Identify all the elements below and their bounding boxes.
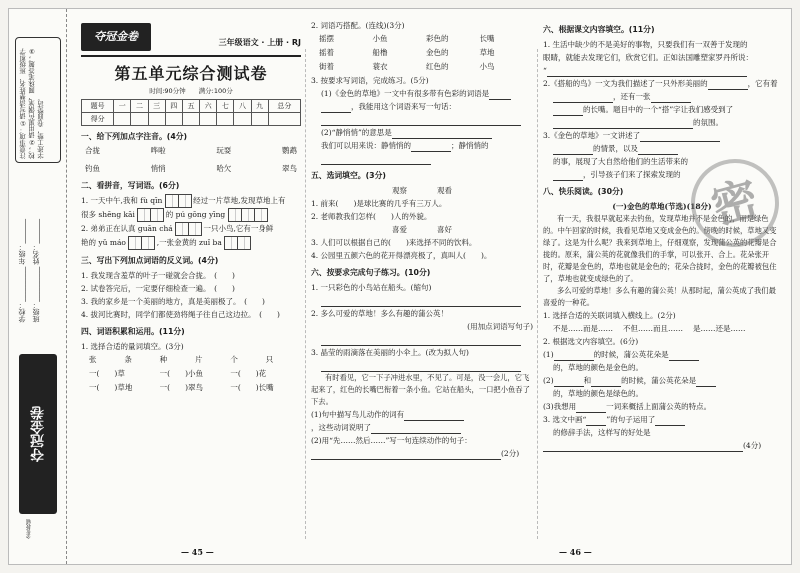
answer-line [311,294,533,307]
confidential-stamp: 密 [681,149,789,257]
antonym-item: 2. 试卷答完后，一定要仔细检查一遍。 ( ) [81,284,235,293]
match-word[interactable]: 蓑衣 [372,62,388,71]
score-header-cell: 四 [165,100,182,113]
school-label: 学校： [18,301,26,323]
column-left: 夺冠金卷 三年级语文 · 上册 · RJ 第五单元综合测试卷 时间:90分钟 满分:100分 题号 一 二 三 四 五 六 七 八 九 总分 得分 一、给下列加点字注音。(4分) 合拢 哗啦 玩耍 鹦鹉 钓鱼 悄悄 哈欠 翠鸟 二、看拼音，写词语。(6分) 1. 一天中午,我和 fù qīn 经过一片草地,发现草地上有 很多 shēng kāi 的 pú gōng yīng 2. 弟弟正在认真 guān chá 一只小鸟,它有一身鲜 艳的 yǔ máo ,一张金黄的 zuǐ ba 三、写出下列加点词语的反义词。(4分) 1. 我发现含羞草的叶子一碰就会合拢。 ( ) 2. 试卷答完后，一定要仔细检查一遍。 ( ) 3. 我的家乡是一个美丽的地方，真是美丽极了。 ( ) 4. 拔河比赛时，同学们都使劲将绳子往自己这边拉。 ( ) 四、词语积累和运用。(11分) 1. 选择合适的量词填空。(3分) 张 条 种 片 个 只 一( )草 一( )小鱼 一( )花 一( )草地 一( )翠鸟 一( )长嘴 — 45 — [81,19,301,395]
question-line: ，引导孩子们来了探索发现的 [543,168,781,181]
page-header [81,19,301,57]
exam-meta: 时间:90分钟 满分:100分 [149,87,233,95]
word-bank-item: 条 [124,355,132,364]
fill-item: 一( )草地 [89,383,133,392]
notice-box: 注意事项：①请写清楚姓名、班级和学校；②请用黑色钢笔、圆珠笔答题；③字迹工整，卷面整洁。 [15,37,61,163]
column-divider [537,49,538,539]
pinyin-row [81,145,301,157]
fill-item: 一( )长嘴 [230,383,274,392]
pinyin-word: 翠鸟 [281,164,297,173]
question-line: 我们可以用来说：静悄悄的 ；静悄悄的 [321,141,489,150]
question-line: 2. 多么可爱的草地！多么有趣的蒲公英！ [311,309,449,318]
fill-row [81,381,301,395]
word-bank-item: 种 [159,355,168,364]
word-bank-item: 只 [265,355,274,364]
fill-item: 一( )小鱼 [159,369,204,378]
question-line: 的修辞手法，这样写的好处是 [553,428,651,437]
question-line: 很多 shēng kāi 的 pú gōng yīng [81,208,301,222]
question-line: 眼睛，就能去发现它们，欣赏它们。正如法国雕塑家罗丹所说： [543,53,753,62]
connective-option: 不是……而是…… [553,324,613,333]
question-line: 的事，展现了大自然给他们的生活带来的 [553,157,688,166]
pinyin-word: 钓鱼 [85,164,100,173]
column-divider [305,49,306,539]
matching-grid [311,32,533,74]
name-label: 姓名： [32,243,40,265]
question-line: 的氛围。 [543,116,781,129]
section-heading: 三、写出下列加点词语的反义词。(4分) [81,256,219,265]
match-word[interactable]: 摇摆 [319,34,334,43]
question-line: 2.《搭船的鸟》一文为我们描述了一只外形美丽的 ，它有着 [543,79,778,88]
question-line: 3. 人们可以根据自己的( )来选择不同的饮料。 [311,238,477,247]
word-bank [81,353,301,367]
pinyin-word: 悄悄 [150,164,166,173]
score-cell[interactable] [131,113,148,126]
question-line: 1. 生活中缺少的不是美好的事物，只要我们有一双善于发现的 [543,40,748,49]
match-word[interactable]: 彩色的 [426,34,449,43]
pinyin-row [81,163,301,175]
score-cell[interactable] [217,113,234,126]
publisher-seal: 金优教辅 [26,519,32,539]
reading-title: (一)金色的草地(节选)(18分) [612,202,712,211]
word-bank-item: 个 [230,355,238,364]
question-line: 2. 根据选文内容填空。(6分) [543,337,639,346]
pinyin-word: 玩耍 [216,146,232,155]
answer-line: (4分) [543,439,781,452]
score-cell[interactable] [165,113,182,126]
class-label: 班级： [32,301,40,323]
match-word[interactable]: 小鱼 [372,34,388,43]
score-cell[interactable] [234,113,251,126]
question-line: 3. 选文中画“ ”的句子运用了 [543,413,781,426]
column-right: 六、根据课文内容填空。(11分) 1. 生活中缺少的不是美好的事物，只要我们有一双善于发现的 眼睛，就能去发现它们，欣赏它们。正如法国雕塑家罗丹所说： “ 2.《搭船的鸟》一文为我们描述了一只外形美丽的 ，它有着 ，还有一张 的长嘴。题目中的一个“搭”字让我们感受到了 的氛围。 3.《金色的草地》一文讲述了 的情景，以及 的事，展现了大自然给他们的生活带来的 ，引导孩子们来了探索发现的 八、快乐阅读。(30分) (一)金色的草地(节选)(18分) 有一天，我很早就起来去钓鱼，发现草地并不是金色的，而是绿色的。中午回家的时候，我看见草地又变成金色的。傍晚的时候，草地又变绿了。这是为什么呢？我来到草地上，仔细观察，发现蒲公英的花瓣是合拢的。原来，蒲公英的花就像我们的手掌，可以张开、合上。花朵张开时，花瓣是金色的，草地也就是金色的；花朵合拢时，金色的花瓣被包住了，草地也就变成绿色的了。 多么可爱的草地！多么有趣的蒲公英！从那时起，蒲公英成了我们最喜爱的一种花。 1. 选择合适的关联词填入横线上。(2分) 不是……而是…… 不但……而且…… 是……还是…… 2. 根据选文内容填空。(6分) (1) 的时候，蒲公英花朵是 的，草地的颜色是金色的。 (2) 和 的时候，蒲公英花朵是 的，草地的颜色是绿色的。 (3)我想用 一词来概括上面蒲公英的特点。 3. 选文中画“ ”的句子运用了 的修辞手法，这样写的好处是 (4分) — 46 — [543,19,781,452]
question-line: (2) 和 的时候，蒲公英花朵是 [543,374,781,387]
student-info-fields: 学校：__________ 年级：_______ 班级：__________ 姓名：_______ [18,219,40,323]
question-line: 1. 选择合适的量词填空。(3分) [81,342,184,351]
reading-passage: 多么可爱的草地！多么有趣的蒲公英！从那时起，蒲公英成了我们最喜爱的一种花。 [543,286,776,307]
question-line: 2. 弟弟正在认真 guān chá 一只小鸟,它有一身鲜 [81,222,301,236]
match-word[interactable]: 红色的 [426,62,449,71]
score-table [81,99,301,126]
score-cell[interactable] [268,113,300,126]
question-line: 的长嘴。题目中的一个“搭”字让我们感受到了 [543,103,781,116]
question-line: 1. 选择合适的关联词填入横线上。(2分) [543,311,676,320]
antonym-item: 3. 我的家乡是一个美丽的地方，真是美丽极了。 ( ) [81,297,265,306]
answer-line [311,333,533,346]
question-line: “ [543,64,781,77]
score-cell[interactable]: 得分 [82,113,114,126]
score-header-cell: 六 [200,100,217,113]
score-cell[interactable] [182,113,199,126]
answer-line: (2分) [311,447,533,460]
score-header-cell: 题号 [82,100,114,113]
reading-passage: 有一天，我很早就起来去钓鱼，发现草地并不是金色的，而是绿色的。中午回家的时候，我看见草地又变成金色的。傍晚的时候，草地又变绿了。这是为什么呢？我来到草地上，仔细观察，发现蒲公英的花瓣是合拢的。原来，蒲公英的花就像我们的手掌，可以张开、合上。花朵张开时，花瓣是金色的，草地也就是金色的；花朵合拢时，金色的花瓣被包住了，草地也就变成绿色的了。 [543,214,777,283]
score-header-cell: 八 [234,100,251,113]
score-header-cell: 七 [217,100,234,113]
pinyin-word: 哈欠 [216,164,232,173]
question-line: 4. 公园里五颜六色的花开得漂亮极了，真叫人( )。 [311,251,492,260]
word-choices: 喜爱 喜好 [392,225,452,234]
question-line: 2. 词语巧搭配。(连线)(3分) [311,21,405,30]
side-logo: 夺冠金卷 [19,354,57,514]
section-heading: 五、选词填空。(3分) [311,171,386,180]
score-header-cell: 五 [182,100,199,113]
section-heading: 二、看拼音，写词语。(6分) [81,181,180,190]
word-bank-item: 片 [194,355,203,364]
fill-item: 一( )草 [89,369,125,378]
match-word[interactable]: 小鸟 [479,62,495,71]
question-line: 3.《金色的草地》一文讲述了 [543,129,781,142]
connective-option: 不但……而且…… [623,324,683,333]
question-line: 2. 老师教我们怎样( )人的外貌。 [311,212,432,221]
exam-title: 第五单元综合测试卷 [114,64,268,83]
question-line: 1. 前来( )是球比赛的几乎有三万人。 [311,199,447,208]
reading-passage: 有时看见，它一下子冲进水里，不见了。可是，没一会儿，它飞起来了，红色的长嘴巴衔着一条小鱼。它站在船头，一口把小鱼吞了下去。 [311,373,530,406]
answer-line [311,152,533,165]
question-line: 1. 一只彩色的小鸟站在船头。(缩句) [311,283,432,292]
question-line: (1) 的时候，蒲公英花朵是 [543,348,781,361]
match-word[interactable]: 摇着 [319,48,334,57]
question-line: 3. 晶莹的雨滴落在美丽的小伞上。(改为拟人句) [311,348,469,357]
note-line: (用加点词语写句子) [467,322,533,331]
score-header-cell: 二 [131,100,148,113]
match-word[interactable]: 金色的 [426,48,449,57]
section-heading: 一、给下列加点字注音。(4分) [81,132,188,141]
option-row [543,322,781,335]
answer-line [311,359,533,372]
fill-item: 一( )花 [230,369,267,378]
section-heading: 八、快乐阅读。(30分) [543,187,624,196]
question-line: (2)“静悄悄”的意思是 [311,126,533,139]
match-word[interactable]: 草地 [479,48,495,57]
exam-sheet [8,8,792,565]
grade-label: 年级： [18,243,26,265]
question-line: (1)句中描写鸟儿动作的词有 [311,408,533,421]
question-line: 艳的 yǔ máo ,一张金黄的 zuǐ ba [81,236,301,250]
subject-label: 三年级语文 · 上册 · RJ [218,38,301,47]
question-line: ，这些动词说明了 [311,421,533,434]
match-word[interactable]: 船橹 [372,48,388,57]
section-heading: 六、按要求完成句子练习。(10分) [311,268,431,277]
score-header-cell: 一 [114,100,131,113]
score-header-cell: 总分 [268,100,300,113]
question-line: ，还有一张 [543,90,781,103]
fill-row [81,367,301,381]
question-line: (1)《金色的草地》一文中有很多带有色彩的词语是 [311,87,533,100]
question-line: 1. 一天中午,我和 fù qīn 经过一片草地,发现草地上有 [81,194,301,208]
question-line: (3)我想用 一词来概括上面蒲公英的特点。 [543,402,712,411]
score-header-cell: 三 [148,100,165,113]
pinyin-word: 合拢 [85,146,100,155]
match-word[interactable]: 街着 [319,62,334,71]
question-line: 的，草地的颜色是金色的。 [553,363,643,372]
question-line: 3. 按要求写词语，完成练习。(5分) [311,76,429,85]
antonym-item: 4. 拔河比赛时，同学们都使劲将绳子往自己这边拉。 ( ) [81,310,280,319]
score-cell[interactable] [251,113,268,126]
pinyin-word: 鹦鹉 [281,146,297,155]
question-line: ，我能用这个词语来写一句话： [311,100,533,113]
score-cell[interactable] [114,113,131,126]
question-line: 的，草地的颜色是绿色的。 [553,389,643,398]
word-choices: 观察 观看 [392,186,452,195]
question-line: (2)用“先……然后……”写一句连续动作的句子： [311,436,472,445]
binding-strip [9,9,67,564]
score-header-cell: 九 [251,100,268,113]
score-cell[interactable] [200,113,217,126]
antonym-item: 1. 我发现含羞草的叶子一碰就会合拢。 ( ) [81,271,235,280]
question-line: 的情景，以及 [543,142,781,155]
word-bank-item: 张 [89,355,97,364]
score-cell[interactable] [148,113,165,126]
brand-logo: 夺冠金卷 [81,23,151,51]
pinyin-word: 哗啦 [150,146,166,155]
section-heading: 四、词语积累和运用。(11分) [81,327,185,336]
match-word[interactable]: 长嘴 [479,34,495,43]
answer-line [311,113,533,126]
column-middle [311,19,533,460]
section-heading: 六、根据课文内容填空。(11分) [543,25,655,34]
fill-item: 一( )翠鸟 [159,383,204,392]
connective-option: 是……还是…… [693,324,746,333]
